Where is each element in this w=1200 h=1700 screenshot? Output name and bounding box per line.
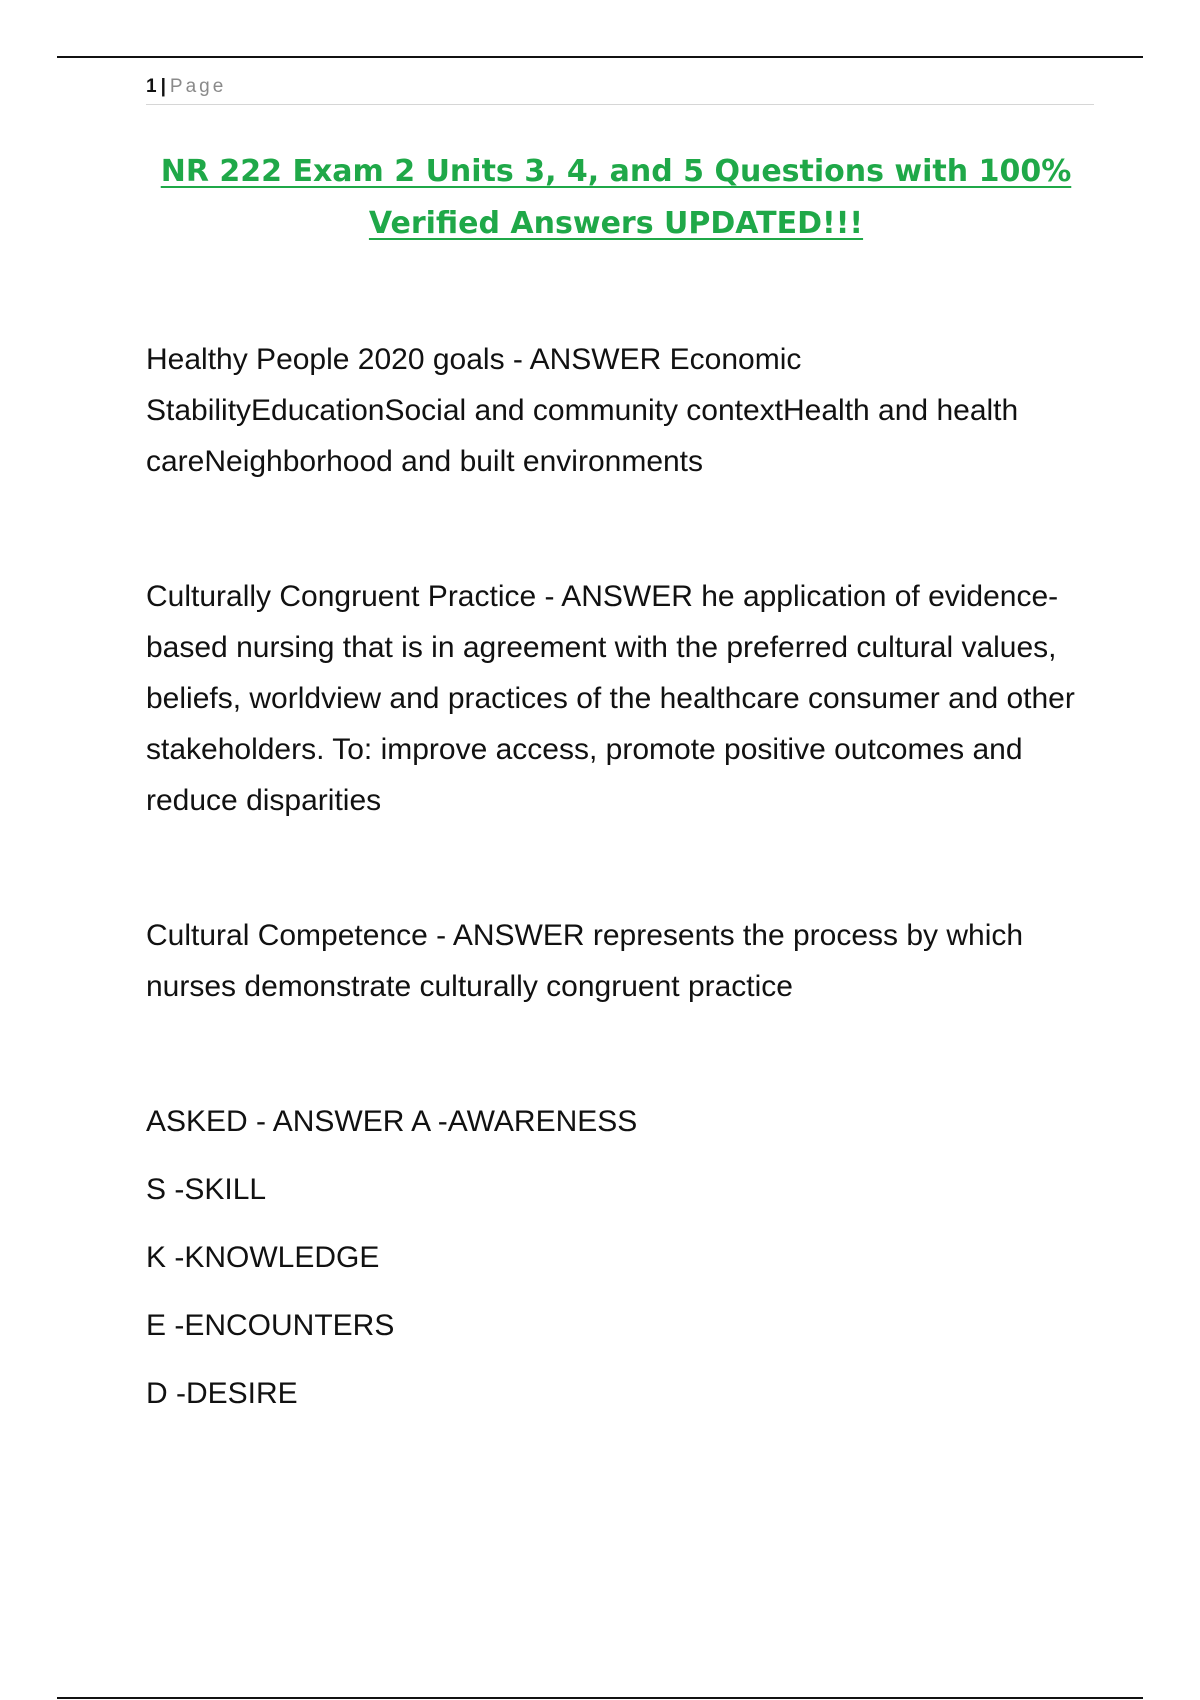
acronym-line-s: S -SKILL <box>146 1173 267 1206</box>
answer-text: he application of evidence-based nursing that is in agreement with the preferred cultural values, beliefs, worldview and practices of the healthcare consumer and other stakeholders. To: improve access, promote positive outcomes and reduce disparities <box>146 580 1075 817</box>
answer-text: Economic StabilityEducationSocial and community contextHealth and health careNeighborhood and built environments <box>146 343 1019 478</box>
qa-item-asked <box>146 1096 1106 1419</box>
question-text: ASKED <box>146 1105 248 1138</box>
acronym-line-a: A -AWARENESS <box>411 1105 638 1138</box>
page-header <box>146 74 1094 105</box>
acronym-line-k: K -KNOWLEDGE <box>146 1241 380 1274</box>
answer-label: ANSWER <box>561 580 693 613</box>
document-body <box>146 334 1106 1419</box>
page-label: Page <box>169 76 227 97</box>
acronym-line-d: D -DESIRE <box>146 1377 298 1410</box>
qa-item-culturally-congruent <box>146 571 1106 826</box>
qa-item-healthy-people <box>146 334 1106 487</box>
question-text: Cultural Competence <box>146 919 428 952</box>
qa-separator: - <box>247 1105 273 1138</box>
page-header-separator: | <box>160 76 166 97</box>
top-border-rule <box>57 56 1143 58</box>
acronym-first-line <box>146 1096 1106 1147</box>
document-title: NR 222 Exam 2 Units 3, 4, and 5 Questions with 100% Verified Answers UPDATED!!! <box>160 154 1072 241</box>
qa-separator: - <box>504 343 530 376</box>
acronym-line-e: E -ENCOUNTERS <box>146 1309 395 1342</box>
answer-label: ANSWER <box>272 1105 405 1138</box>
bottom-border-rule <box>57 1697 1143 1699</box>
question-text: Healthy People 2020 goals <box>146 343 505 376</box>
answer-label: ANSWER <box>452 919 585 952</box>
answer-label: ANSWER <box>529 343 662 376</box>
question-text: Culturally Congruent Practice <box>146 580 537 613</box>
answer-text: represents the process by which nurses demonstrate culturally congruent practice <box>146 919 1024 1003</box>
qa-item-cultural-competence <box>146 910 1106 1012</box>
page-number: 1 <box>146 76 157 97</box>
qa-separator: - <box>536 580 562 613</box>
qa-separator: - <box>427 919 453 952</box>
